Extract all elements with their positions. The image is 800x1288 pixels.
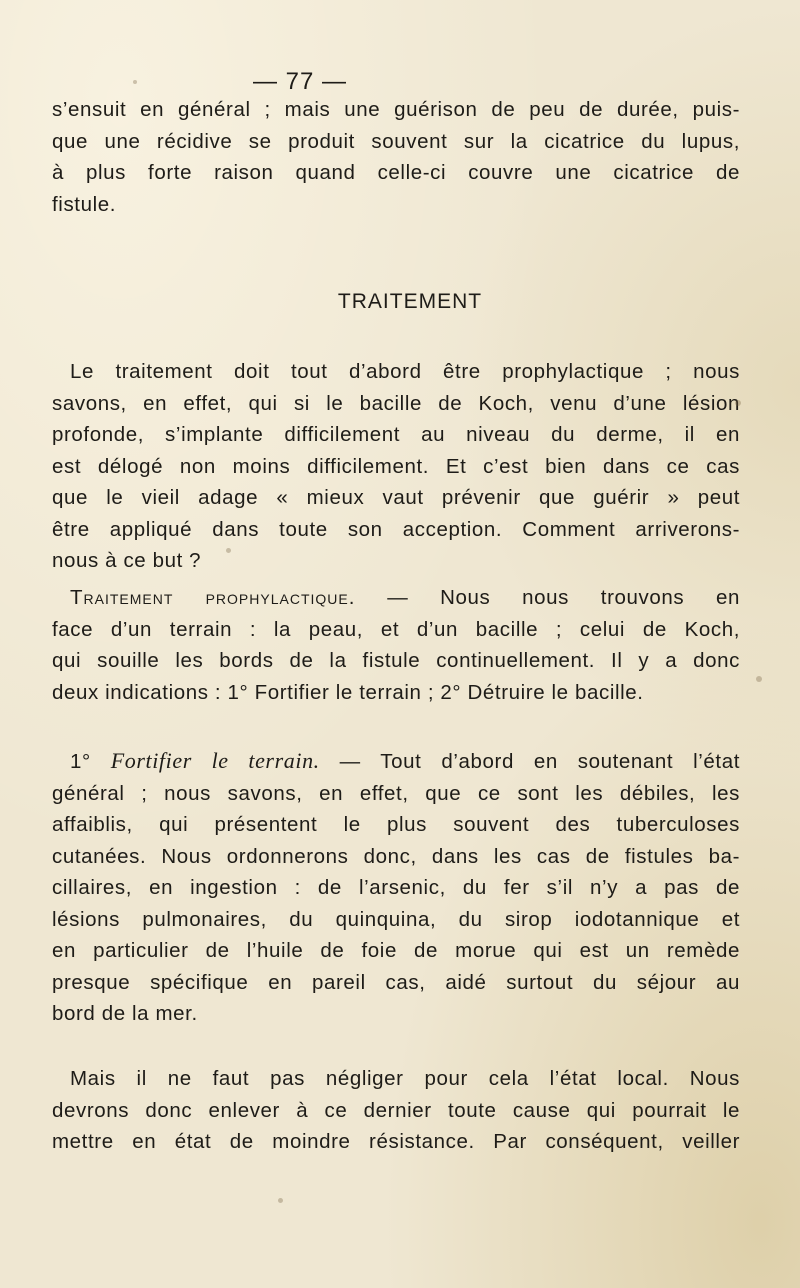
text-line: deux indications : 1° Fortifier le terrain ; 2° Détruire le bacille. <box>52 680 644 704</box>
paragraph-intro <box>52 94 740 220</box>
text-line <box>52 745 740 778</box>
subsection-label: Fortifier le terrain. <box>110 748 320 773</box>
text-run: — Nous nous trouvons en <box>355 586 740 609</box>
text-line: savons, en effet, qui si le bacille de Koch, venu d’une lésion <box>52 391 740 415</box>
list-number: 1° <box>70 750 111 773</box>
paper-speck <box>278 1198 283 1203</box>
subsection-label: Traitement prophylactique. <box>70 586 356 609</box>
text-run: — Tout d’abord en soutenant l’état <box>319 750 740 773</box>
text-line: lésions pulmonaires, du quinquina, du sirop iodotannique et <box>52 907 740 931</box>
text-line: est délogé non moins difficilement. Et c’est bien dans ce cas <box>52 454 740 478</box>
text-line: à plus forte raison quand celle-ci couvre une cicatrice de <box>52 161 740 184</box>
paper-speck <box>735 400 741 406</box>
section-heading: TRAITEMENT <box>337 290 483 313</box>
paragraph-local-state <box>52 1063 740 1158</box>
text-line: affaiblis, qui présentent le plus souvent des tuberculoses <box>52 813 740 836</box>
text-line: devrons donc enlever à ce dernier toute cause qui pourrait le <box>52 1098 740 1122</box>
text-line: bord de la mer. <box>52 1002 198 1025</box>
page-number: — 77 — <box>252 68 348 95</box>
paper-speck <box>133 80 137 84</box>
paper-speck <box>226 548 231 553</box>
text-line: s’ensuit en général ; mais une guérison de peu de durée, puis- <box>52 98 740 121</box>
paper-speck <box>756 676 762 682</box>
text-line: nous à ce but ? <box>52 549 202 572</box>
text-line: être appliqué dans toute son acception. Comment arriverons- <box>52 517 740 541</box>
paragraph-fortify <box>52 745 740 1030</box>
text-line: profonde, s’implante difficilement au niveau du derme, il en <box>52 423 740 446</box>
text-line: face d’un terrain : la peau, et d’un bacille ; celui de Koch, <box>52 617 740 641</box>
text-line: général ; nous savons, en effet, que ce sont les débiles, les <box>52 781 740 805</box>
text-line <box>52 582 740 614</box>
text-line: que le vieil adage « mieux vaut prévenir que guérir » peut <box>52 486 740 509</box>
text-line: en particulier de l’huile de foie de morue qui est un remède <box>52 939 740 962</box>
text-line: que une récidive se produit souvent sur la cicatrice du lupus, <box>52 129 740 153</box>
text-line: Mais il ne faut pas négliger pour cela l’état local. Nous <box>70 1067 740 1090</box>
text-line: mettre en état de moindre résistance. Par conséquent, veiller <box>52 1130 740 1153</box>
text-line: cutanées. Nous ordonnerons donc, dans les cas de fistules ba- <box>52 844 740 868</box>
text-line: cillaires, en ingestion : de l’arsenic, du fer s’il n’y a pas de <box>52 876 740 899</box>
paragraph-treatment <box>52 356 740 577</box>
text-line: fistule. <box>52 192 117 216</box>
paragraph-prophylactic <box>52 582 740 708</box>
text-line: presque spécifique en pareil cas, aidé surtout du séjour au <box>52 970 740 994</box>
text-line: Le traitement doit tout d’abord être prophylactique ; nous <box>70 360 740 383</box>
text-line: qui souille les bords de la fistule continuellement. Il y a donc <box>52 649 740 672</box>
